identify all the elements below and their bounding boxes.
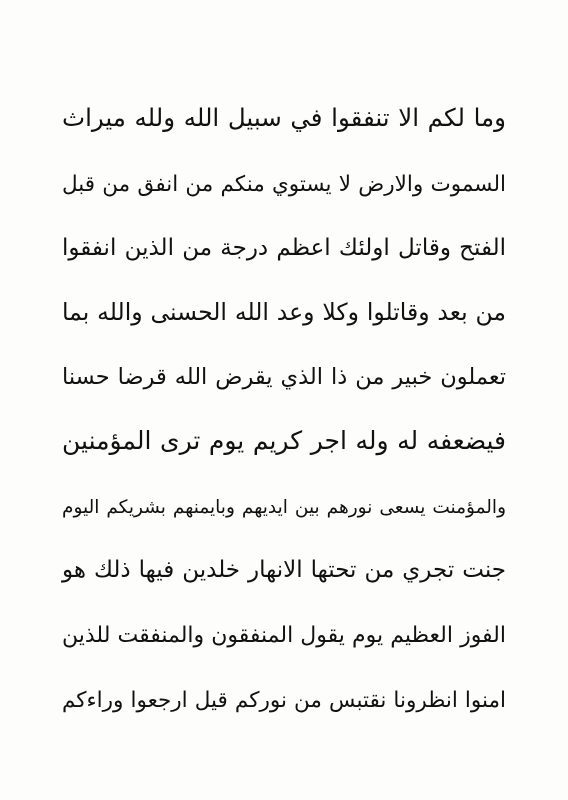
text-line-3 — [62, 211, 506, 276]
text-line-7 — [62, 469, 506, 534]
text-line-1-content: وما لكم الا تنفقوا في سبيل الله ولله ميراث — [62, 103, 506, 132]
text-line-8 — [62, 534, 506, 599]
calligraphy-text-block — [62, 82, 506, 727]
text-line-10 — [62, 663, 506, 728]
text-line-10-content: امنوا انظرونا نقتبس من نوركم قيل ارجعوا وراءكم — [62, 687, 506, 713]
text-line-3-content: الفتح وقاتل اولئك اعظم درجة من الذين انفقوا — [62, 234, 506, 261]
text-line-5 — [62, 340, 506, 405]
text-line-5-content: تعملون خبير من ذا الذي يقرض الله قرضا حسنا — [62, 364, 506, 390]
text-line-4-content: من بعد وقاتلوا وكلا وعد الله الحسنى والله بما — [62, 297, 506, 326]
text-line-7-content: والمؤمنت يسعى نورهم بين ايديهم وبايمنهم بشريكم اليوم — [62, 497, 506, 518]
text-line-6 — [62, 405, 506, 470]
text-line-2-content: السموت والارض لا يستوي منكم من انفق من قبل — [62, 171, 506, 197]
text-line-6-content: فيضعفه له وله اجر كريم يوم ترى المؤمنين — [62, 426, 506, 455]
text-line-9-content: الفوز العظيم يوم يقول المنفقون والمنفقت للذين — [62, 622, 506, 648]
text-line-1 — [62, 82, 506, 147]
text-line-8-content: جنت تجري من تحتها الانهار خلدين فيها ذلك هو — [62, 557, 506, 583]
text-line-2 — [62, 147, 506, 212]
text-line-9 — [62, 598, 506, 663]
text-line-4 — [62, 276, 506, 341]
